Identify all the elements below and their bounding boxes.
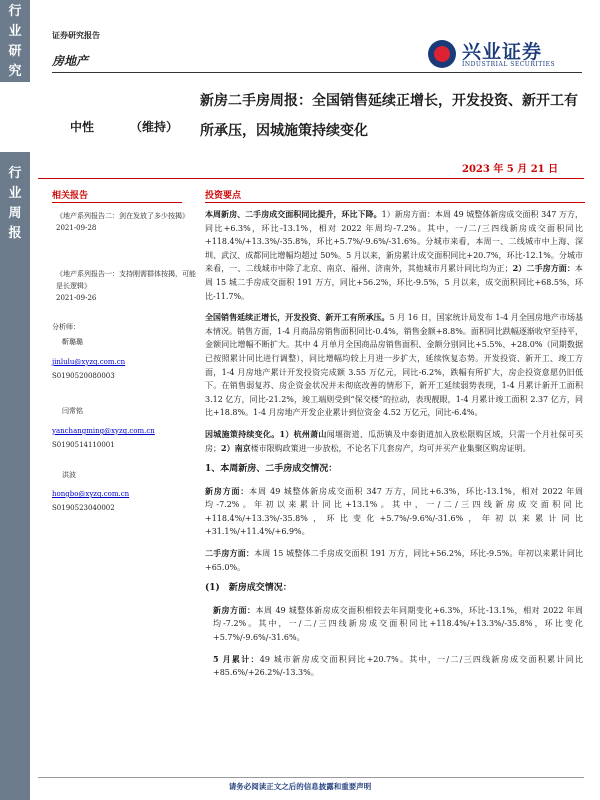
paragraph-national: 全国销售延续正增长，开发投资、新开工有所承压。5 月 16 日，国家统计局发布 1-4 月全国房地产市场基本情况。销售方面，1-4 月商品房销售面积同比-0.4%，销售金额+8.8%。面积同比跌幅逐渐收窄至持平，金额同比增幅不断扩大。其中 4 月单月全国商品房销售面积、金额分别同比+5.5%、+28.0%（同期数据已按照累计同比进行调整），同比增幅均较上月进一步扩大，延续恢复态势。开发投资、新开工、竣工方面，1-4 月房地产累计开发投资完成额 3.55 万亿元，同比-6.2%，跌幅有所扩大，房企投资意愿仍旧低下。在销售弱复苏、房企资金状况并未彻底改善的情形下，新开工延续弱势表现，1-4 月累计新开工面积 3.12 亿方，同比-21.2%，竣工端则受到“保交楼”的拉动，表现靓眼，1-4 月累计竣工面积 2.37 亿方，同比+18.8%。1-4 月房地产开发企业累计到位资金 4.52 万亿元，同比-6.4%。 [205, 312, 583, 418]
sidebar-top-text: 行 业 研 究 [8, 4, 22, 79]
related-report-date: 2021-09-28 [56, 224, 97, 232]
analyst-1 [62, 337, 83, 347]
analyst-id: S0190514110001 [52, 441, 115, 449]
paragraph-may-cumulative: 5 月累计：49 城市新房成交面积同比+20.7%。其中，一/二/三四线新房成交面积累计同比+85.6%/+26.2%/-13.3%。 [213, 653, 583, 678]
report-date: 2023 年 5 月 21 日 [462, 164, 559, 175]
report-type-label: 证券研究报告 [52, 30, 100, 40]
company-logo [428, 40, 588, 70]
analyst-label: 分析师： [52, 323, 80, 331]
sidebar-bottom-band [0, 152, 30, 800]
logo-name: 兴业证券 [462, 41, 543, 63]
analyst-email[interactable]: yanchangming@xyzq.com.cn [52, 427, 155, 435]
related-report-1[interactable] [56, 210, 196, 234]
rating-label: 中性 [70, 120, 95, 134]
title-divider [38, 178, 584, 179]
paragraph-policy: 因城施策持续变化。1）杭州萧山闻堰街道、瓜沥镇及中泰街道加入放松限购区域，只需一个月社保可买房；2）南京楼市限购政策进一步放松，不论名下几套房产，均可并买产业集聚区购房证明。 [205, 428, 583, 453]
subheading-weekly: 1、本周新房、二手房成交情况： [205, 464, 338, 475]
rating-change: （维持） [130, 120, 179, 134]
paragraph-sales: 本周新房、二手房成交面积同比提升，环比下降。1）新房方面：本周 49 城整体新房成交面积 347 万方，同比+6.3%，环比-13.1%，相对 2022 年周均-7.2%。其中，一/二/三四线新房成交面积同比+118.4%/+13.3%/-35.8%，环比+5.7%/-9.6%/-31.6%。分城市来看，本周一、二线城市中上海、深圳、武汉、成都同比增幅均超过 50%。5 月以来，新房累计成交面积同比+20.7%，环比-12.1%。分城市来看，一、二线城市中除了北京、南京、福州、济南外，其他城市月累计同比均为正；2）二手房方面：本周 15 城二手房成交面积 191 万方，同比+56.2%，环比-9.5%，5 月以来，成交面积同比+68.5%，环比-11.7%。 [205, 209, 584, 301]
sidebar-top-band [0, 0, 30, 82]
report-body [205, 208, 583, 688]
related-report-2[interactable] [56, 268, 196, 304]
key-points-underline [205, 202, 585, 203]
analyst-email[interactable]: hongbo@xyzq.com.cn [52, 490, 130, 498]
paragraph-new-house: 新房方面：本周 49 城整体新房成交面积 347 万方，同比+6.3%，环比-13.1%，相对 2022 年周均-7.2%。年初以来累计同比+13.1%。其中，一/二/三四线新房成交面积同比+118.4%/+13.3%/-35.8%，环比变化+5.7%/-9.6%/-31.6%，年初以来累计同比+31.1%/+11.4%/+6.9%。 [205, 485, 583, 537]
analyst-id: S0190520080003 [52, 372, 115, 380]
analyst-email[interactable]: jinlulu@xyzq.com.cn [52, 358, 126, 366]
sidebar-bottom-text: 行 业 周 报 [8, 166, 22, 241]
logo-mark-icon [428, 40, 456, 68]
analyst-name: 靳璐璐 [62, 338, 83, 346]
footer-divider [38, 777, 584, 778]
report-title: 新房二手房周报：全国销售延续正增长，开发投资、新开工有所承压，因城施策持续变化 [200, 93, 578, 139]
logo-english: INDUSTRIAL SECURITIES [462, 61, 556, 68]
analyst-name: 闫常铭 [62, 407, 83, 415]
related-report-date: 2021-09-26 [56, 294, 97, 302]
analyst-id: S0190523040002 [52, 504, 115, 512]
related-report-title: 《地产系列报告二：剑在发放了多少按揭》 [56, 212, 189, 220]
sector-label: 房地产 [52, 54, 89, 68]
related-reports-heading: 相关报告 [52, 191, 89, 201]
paragraph-second-hand: 二手房方面：本周 15 城整体二手房成交面积 191 万方，同比+56.2%，环比-9.5%。年初以来累计同比+65.0%。 [205, 548, 584, 572]
related-report-title: 《地产系列报告一：支持刚需群体按揭，可能是长逻辑》 [56, 270, 196, 290]
related-reports-underline [52, 202, 182, 203]
disclaimer-footer: 请务必阅读正文之后的信息披露和重要声明 [228, 782, 372, 791]
paragraph-new-house-detail: 新房方面：本周 49 城整体新房成交面积相较去年同期变化+6.3%，环比-13.1%，相对 2022 年周均-7.2%。其中，一/二/三四线新房成交面积同比+118.4%/+13.3%/-35.8%，环比变化+5.7%/-9.6%/-31.6%。 [213, 604, 583, 643]
subheading-new-house: (1) 新房成交情况： [205, 583, 292, 594]
analyst-name: 洪波 [62, 471, 76, 479]
header-divider [52, 72, 582, 73]
key-points-heading: 投资要点 [205, 191, 242, 201]
